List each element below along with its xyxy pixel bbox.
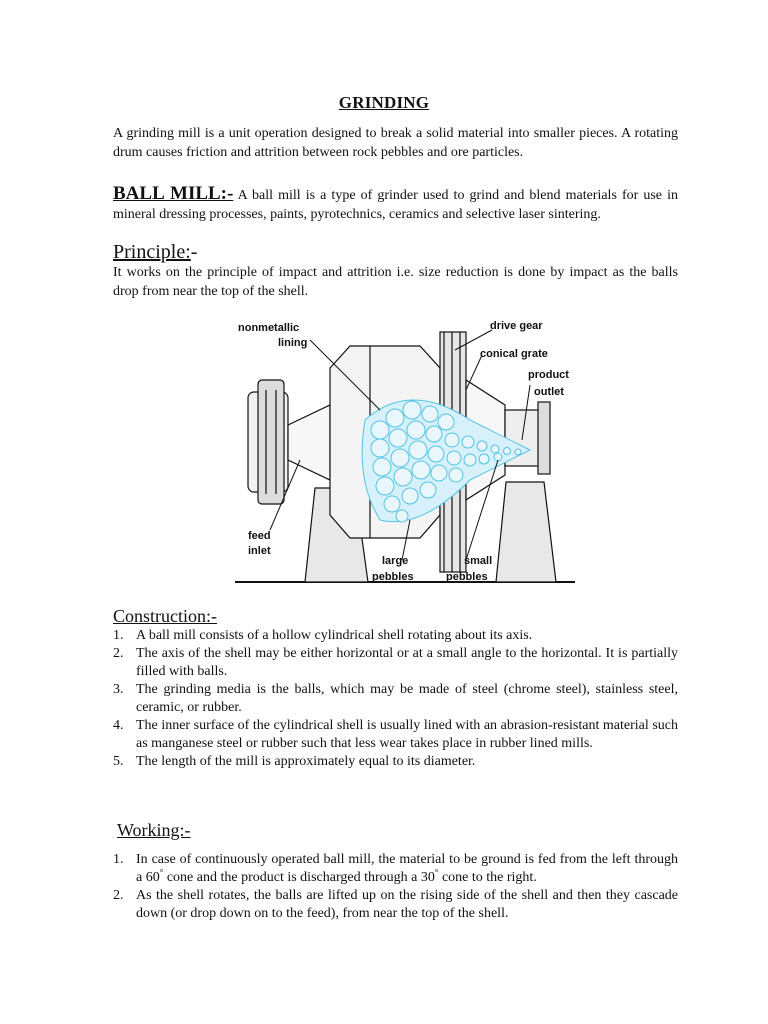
label-large: large [382, 555, 409, 567]
list-number: 2. [113, 888, 124, 903]
list-item-text: The grinding media is the balls, which may be made of steel (chrome steel), stainless steel, ceramic, or rubber. [136, 682, 678, 715]
list-number: 3. [113, 682, 124, 697]
construction-heading: Construction:- [113, 606, 217, 626]
right-pedestal [496, 482, 556, 582]
ball-mill-paragraph [113, 184, 678, 224]
list-number: 1. [113, 628, 124, 643]
working-item1-part1: In case of continuously operated ball mill, the material to be ground is fed from the left through a 60 [136, 852, 678, 885]
working-item1-part2: cone and the product is discharged through a 30 [163, 870, 435, 885]
list-item-text: As the shell rotates, the balls are lifted up on the rising side of the shell and then they cascade down (or drop down on to the feed), from near the top of the shell. [136, 888, 678, 921]
list-item-text: A ball mill consists of a hollow cylindrical shell rotating about its axis. [136, 628, 533, 643]
list-number: 4. [113, 718, 124, 733]
principle-heading-text: Principle: [113, 241, 191, 263]
list-item [113, 887, 678, 923]
principle-heading [113, 241, 197, 264]
label-small: small [464, 555, 493, 567]
list-number: 2. [113, 646, 124, 661]
degree-symbol: ° [159, 867, 164, 878]
list-item-text [136, 852, 678, 885]
list-item [113, 627, 678, 645]
principle-heading-suffix: - [190, 241, 198, 263]
ball-mill-text: A ball mill is a type of grinder used to grind and blend materials for use in mineral dressing processes, paints, pyrotechnics, ceramics and selective laser sintering. [113, 188, 678, 222]
principle-paragraph: It works on the principle of impact and attrition i.e. size reduction is done by impact as the balls drop from near the top of the shell. [113, 265, 678, 299]
page-title: GRINDING [338, 93, 430, 112]
list-item-text: The length of the mill is approximately equal to its diameter. [136, 754, 476, 769]
list-item [113, 753, 678, 771]
working-list [113, 851, 678, 923]
label-lining: lining [278, 337, 308, 349]
label-small-pebbles: pebbles [446, 571, 488, 583]
left-flange [258, 380, 284, 504]
label-outlet: outlet [534, 386, 564, 398]
label-large-pebbles: pebbles [372, 571, 414, 583]
construction-list [113, 627, 678, 771]
label-inlet: inlet [248, 545, 271, 557]
list-number: 5. [113, 754, 124, 769]
working-heading: Working:- [117, 820, 191, 840]
list-item [113, 717, 678, 753]
list-item [113, 851, 678, 887]
degree-symbol: ° [434, 867, 439, 878]
list-item-text: The inner surface of the cylindrical shell is usually lined with an abrasion-resistant material such as manganese steel or rubber such that less wear takes place in rubber lined mills. [136, 718, 678, 751]
working-item1-part3: cone to the right. [438, 870, 537, 885]
list-item [113, 645, 678, 681]
label-drive-gear: drive gear [490, 320, 543, 332]
ball-mill-heading: BALL MILL:- [113, 183, 234, 204]
list-item [113, 681, 678, 717]
ball-mill-diagram [230, 310, 580, 590]
label-feed: feed [248, 530, 271, 542]
intro-paragraph: A grinding mill is a unit operation designed to break a solid material into smaller pieces. A rotating drum causes friction and attrition between rock pebbles and ore particles. [113, 126, 678, 160]
label-nonmetallic: nonmetallic [238, 322, 300, 334]
list-number: 1. [113, 852, 124, 867]
label-conical-grate: conical grate [480, 348, 548, 360]
label-product: product [528, 369, 569, 381]
list-item-text: The axis of the shell may be either horizontal or at a small angle to the horizontal. It is partially filled with balls. [136, 646, 678, 679]
feed-cone [288, 405, 330, 480]
